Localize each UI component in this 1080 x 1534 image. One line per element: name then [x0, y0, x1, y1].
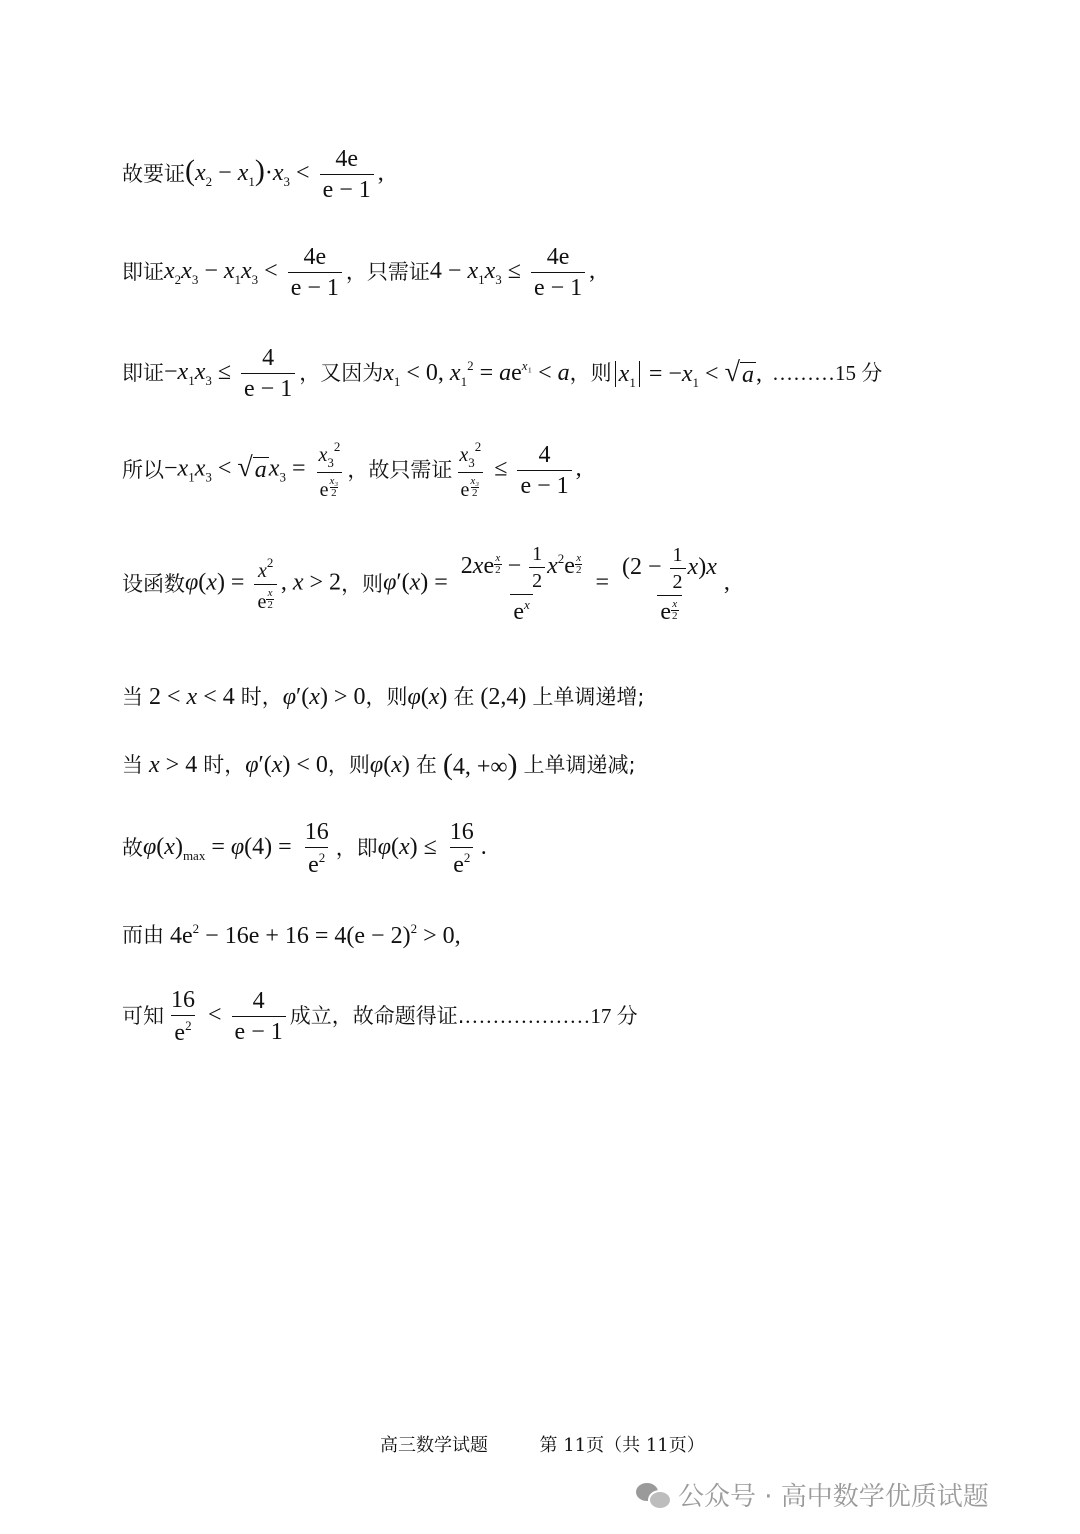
text: ，则	[569, 361, 612, 385]
formula: φ′(x) < 0	[245, 752, 328, 778]
watermark-text: 公众号 · 高中数学优质试题	[678, 1482, 989, 1512]
text: 上单调递增;	[532, 684, 645, 709]
proof-line-2	[122, 245, 595, 300]
formula: $-x_1x_3$ < √ a $x_3$ = $x_3^2$ e $\frac{\text{x₃}}{2}$	[164, 439, 341, 501]
text: 当	[122, 684, 143, 709]
formula: $x_1 = -x_1$ < √ a ,	[612, 359, 762, 389]
footer-page-number: 第 11页（共 11页）	[539, 1435, 705, 1456]
text: ，又因为	[299, 361, 384, 385]
formula: $\frac{16}{e^2}$ < $\frac{4}{e - 1}$	[164, 988, 290, 1045]
proof-line-7	[122, 750, 636, 780]
text: ，即	[335, 836, 378, 860]
text: 上单调递减;	[523, 752, 636, 777]
formula: $(x_2 - x_1)\cdot x_3$ < $\frac{4e}{e - 1}$ ,	[185, 146, 384, 203]
text: ，则	[365, 684, 408, 709]
proof-line-9	[122, 922, 461, 948]
page-footer	[380, 1431, 705, 1457]
proof-line-8	[122, 820, 487, 877]
formula: $4e^2 - 16e + 16 = 4(e - 2)^2 > 0$,	[164, 921, 461, 949]
formula: $x_1 < 0$, $x_1^2 = ae^{x_1} < a$	[383, 358, 570, 389]
text: 成立，故命题得证.	[289, 1004, 465, 1028]
text: 可知	[122, 1004, 164, 1028]
text: 即证	[122, 361, 164, 385]
text: 在	[415, 752, 437, 777]
fraction: $\frac{4e}{e - 1}$	[320, 147, 374, 202]
formula: φ(x)	[369, 752, 416, 778]
formula: $-x_1x_3$ ≤ $\frac{4}{e - 1}$	[164, 346, 299, 401]
text: 故要证	[122, 162, 185, 186]
proof-line-5	[122, 544, 730, 624]
formula: (2,4)	[474, 684, 533, 710]
text: 时，	[240, 684, 283, 709]
proof-line-6	[122, 685, 644, 709]
formula: $x_3^2$ e $\frac{\text{x₃}}{2}$ ≤ $\frac{4}{e - 1}$ ,	[459, 439, 582, 501]
wechat-icon	[636, 1481, 670, 1509]
formula: φ′(x) > 0	[282, 684, 366, 710]
formula: $x_2x_3 - x_1x_3$ < $\frac{4e}{e - 1}$	[164, 245, 346, 300]
text: 设函数	[122, 571, 185, 596]
formula: $4 - x_1x_3$ ≤ $\frac{4e}{e - 1}$ ,	[429, 244, 596, 301]
text: 所以	[122, 457, 164, 482]
text: 而由	[122, 922, 164, 947]
text: 即证	[122, 260, 164, 284]
text: 时，	[203, 752, 246, 777]
score-mark: ………15 分	[771, 361, 883, 385]
formula: φ(x)	[407, 684, 454, 710]
formula: φ′(x) = 2xe $\frac{x}{2}$ − $\frac{1}{2}$ $x^2e$ $\frac{x}{2}$ $e^x$ = (2 − $\frac{1}{2}$ x)x e $\frac{x}{2}$ ,	[383, 543, 730, 625]
proof-line-4	[122, 440, 582, 500]
proof-line-3	[122, 346, 882, 401]
text: ，则	[341, 571, 384, 596]
text: ，故只需证	[347, 457, 453, 482]
proof-line-1	[122, 147, 384, 202]
text: 在	[453, 684, 475, 709]
score-mark: ………………17 分	[464, 1004, 638, 1028]
watermark	[636, 1476, 989, 1513]
footer-subject: 高三数学试题	[380, 1435, 488, 1456]
formula: (4, +∞)	[442, 748, 518, 781]
formula: $\varphi(x)_{max} = \varphi(4)$ = $\frac{16}{e^2}$	[143, 819, 329, 878]
formula: φ(x) ≤ $\frac{16}{e^2}$ .	[377, 819, 487, 878]
text: ，则	[327, 752, 370, 777]
text: 故	[122, 836, 143, 860]
formula: x > 4	[149, 752, 204, 778]
formula: φ(x) = $x^2$ e $\frac{x}{2}$ , x > 2	[185, 555, 342, 613]
text: ，只需证	[345, 260, 430, 284]
formula: 2 < x < 4	[143, 684, 241, 710]
text: 当	[122, 752, 143, 777]
proof-line-10	[122, 988, 638, 1045]
